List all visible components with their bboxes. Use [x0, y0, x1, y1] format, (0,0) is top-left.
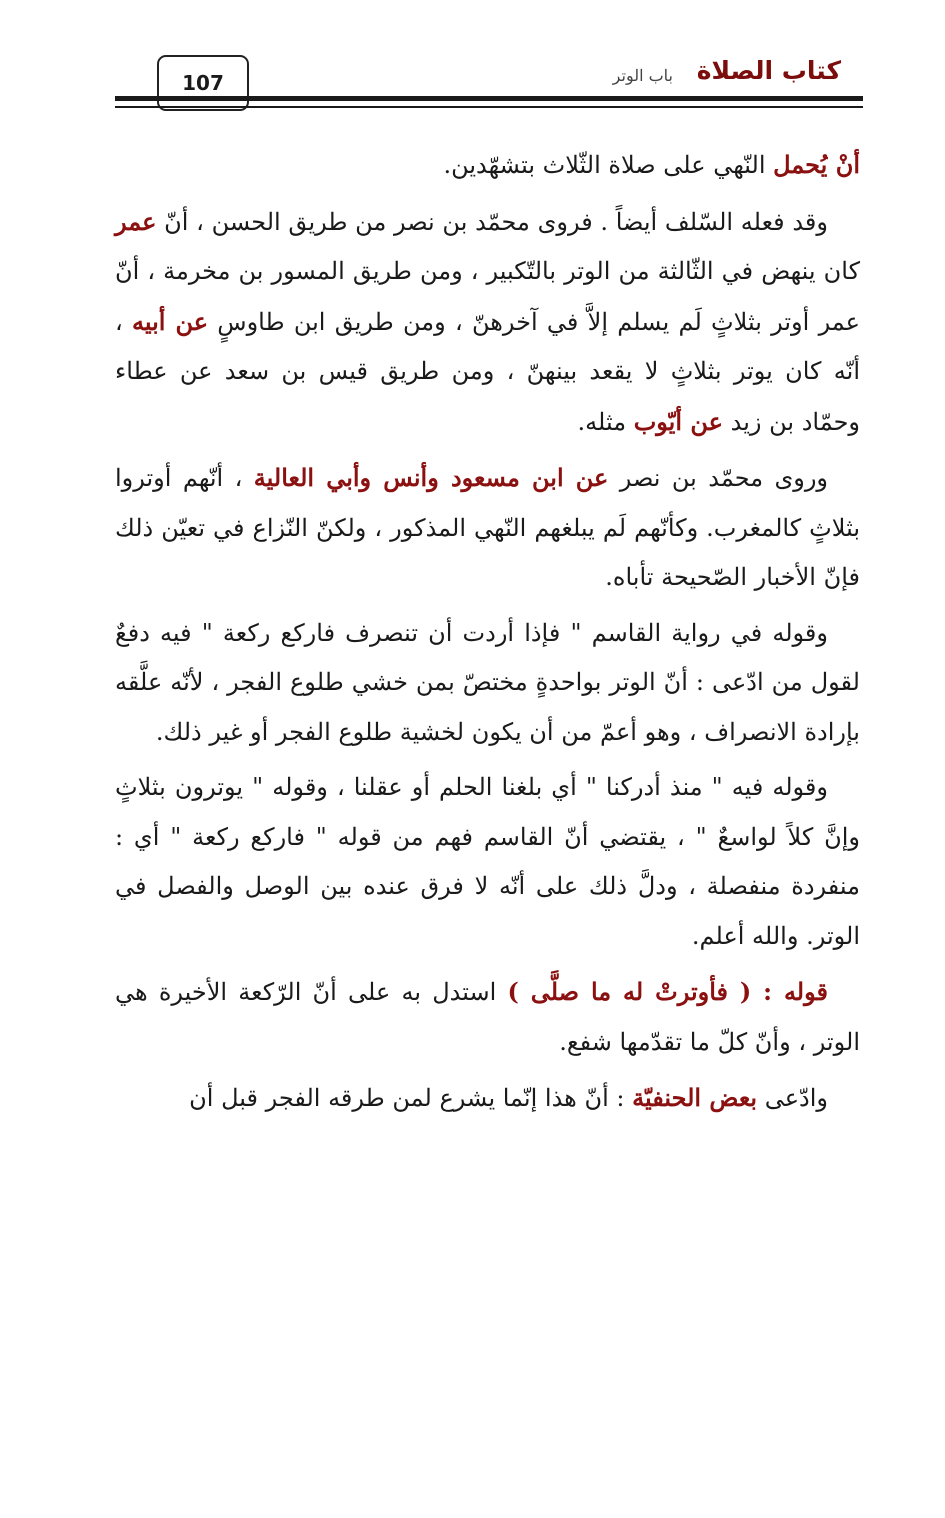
paragraph — [115, 197, 860, 448]
highlighted-text: عن أيّوب — [633, 406, 723, 436]
highlighted-text: أنْ يُحمل — [773, 150, 860, 179]
text-segment: ، أنّه كان يوتر بثلاثٍ لا يقعد بينهنّ ، ومن طريق قيس بن سعد عن عطاء وحمّاد بن زيد — [115, 307, 860, 436]
highlighted-text: عمر — [115, 206, 157, 236]
header-rule-thin — [115, 106, 863, 108]
highlighted-text: عن ابن مسعود وأنس وأبي العالية — [253, 463, 609, 492]
paragraph — [115, 1073, 860, 1124]
page-header — [115, 50, 863, 120]
book-title: كتاب الصلاة — [696, 56, 841, 85]
chapter-title: باب الوتر — [612, 66, 673, 85]
text-segment: وروى محمّد بن نصر — [608, 464, 829, 492]
text-segment: مثله. — [577, 407, 634, 436]
paragraph — [115, 763, 860, 961]
paragraph — [115, 140, 860, 191]
highlighted-text: عن أبيه — [132, 306, 209, 336]
header-rule-thick — [115, 96, 863, 101]
highlighted-text: قوله : ( فأوترتْ له ما صلَّى ) — [507, 977, 828, 1006]
text-segment: وقوله في رواية القاسم " فإذا أردت أن تنصرف فاركع ركعة " فيه دفعٌ لقول من ادّعى : أنّ الوتر بواحدةٍ مختصّ بمن خشي طلوع الفجر ، لأنّه علَّقه بإرادة الانصراف ، وهو أعمّ من أن يكون لخشية طلوع الفجر أو غير ذلك. — [115, 618, 860, 746]
text-segment: ، أنّهم أوتروا بثلاثٍ كالمغرب. وكأنّهم لَم يبلغهم النّهي المذكور ، ولكنّ النّزاع في تعيّن ذلك فإنّ الأخبار الصّحيحة تأباه. — [115, 464, 860, 591]
text-segment: النّهي على صلاة الثّلاث بتشهّدين. — [443, 151, 774, 179]
text-segment: وادّعى — [757, 1084, 828, 1112]
highlighted-text: بعض الحنفيّة — [632, 1083, 758, 1112]
text-segment: : أنّ هذا إنّما يشرع لمن طرقه الفجر قبل أن — [189, 1084, 633, 1112]
text-segment: استدل به على أنّ الرّكعة الأخيرة هي الوتر ، وأنّ كلّ ما تقدّمها شفع. — [115, 978, 860, 1056]
text-segment: وقد فعله السّلف أيضاً . فروى محمّد بن نصر من طريق الحسن ، أنّ — [156, 207, 828, 236]
text-segment: وقوله فيه " منذ أدركنا " أي بلغنا الحلم أو عقلنا ، وقوله " يوترون بثلاثٍ وإنَّ كلاً لواسعٌ " ، يقتضي أنّ القاسم فهم من قوله " فاركع ركعة " أي : منفردة منفصلة ، ودلَّ ذلك على أنّه لا فرق عنده بين الوصل والفصل في الوتر. والله أعلم. — [115, 773, 860, 950]
paragraph — [115, 967, 860, 1067]
paragraph — [115, 453, 860, 603]
page-body — [115, 140, 860, 1410]
page-number: 107 — [157, 55, 249, 111]
text-segment: كان ينهض في الثّالثة من الوتر بالتّكبير ، ومن طريق المسور بن مخرمة ، أنّ عمر أوتر بثلاثٍ لَم يسلم إلاَّ في آخرهنّ ، ومن طريق ابن طاوسٍ — [115, 257, 860, 336]
paragraph — [115, 609, 860, 758]
